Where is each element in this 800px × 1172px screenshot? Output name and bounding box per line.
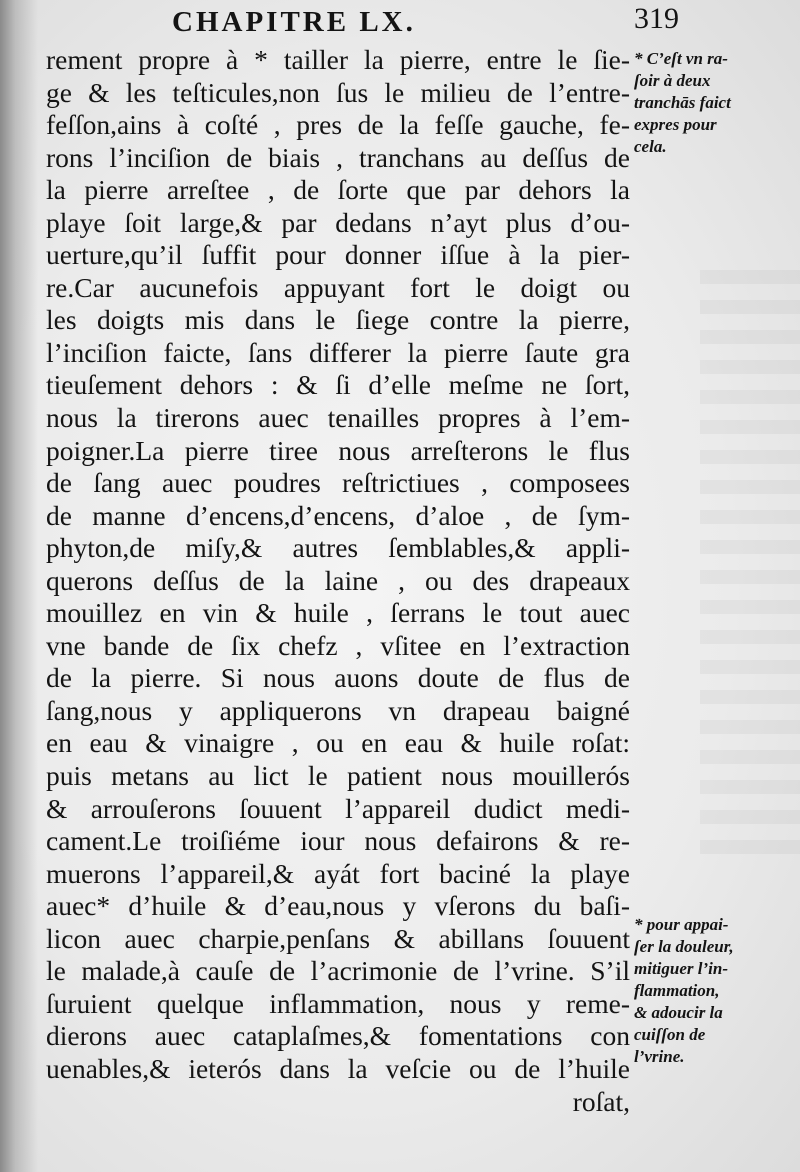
- text-line: feſſon,ains à coſté , pres de la feſſe gauche, fe-: [46, 109, 630, 141]
- text-line: ſang,nous y appliquerons vn drapeau baigné: [46, 694, 630, 726]
- text-line: querons deſſus de la laine , ou des drapeaux: [46, 564, 630, 596]
- text-line: de la pierre. Si nous auons doute de flus de: [46, 662, 630, 694]
- text-line: l’inciſion faicte, ſans differer la pierre ſaute gra: [46, 336, 630, 368]
- text-line: rons l’inciſion de biais , tranchans au deſſus de: [46, 141, 630, 173]
- catchword: roſat,: [572, 1085, 630, 1117]
- running-title: CHAPITRE LX.: [172, 6, 416, 38]
- text-line: licon auec charpie,penſans & abillans ſouuent: [46, 922, 630, 954]
- text-line: en eau & vinaigre , ou en eau & huile roſat:: [46, 727, 630, 759]
- text-line: cament.Le troiſiéme iour nous defairons & re-: [46, 825, 630, 857]
- text-line: uerture,qu’il ſuffit pour donner iſſue à la pier-: [46, 239, 630, 271]
- marginal-note-line: & adoucir la: [634, 1003, 723, 1022]
- text-line: les doigts mis dans le ſiege contre la pierre,: [46, 304, 630, 336]
- text-line: le malade,à cauſe de l’acrimonie de l’vrine. S’il: [46, 955, 630, 987]
- text-line: dierons auec cataplaſmes,& fomentations con: [46, 1020, 630, 1052]
- text-line: auec* d’huile & d’eau,nous y vſerons du baſi-: [46, 890, 630, 922]
- text-line: phyton,de miſy,& autres ſemblables,& appli-: [46, 532, 630, 564]
- text-line: nous la tirerons auec tenailles propres à l’em-: [46, 402, 630, 434]
- text-line: tieuſement dehors : & ſi d’elle meſme ne ſort,: [46, 369, 630, 401]
- text-line: ſuruient quelque inflammation, nous y reme-: [46, 987, 630, 1019]
- main-text: [46, 44, 630, 1118]
- page-number: 319: [634, 2, 679, 35]
- marginal-note-line: cela.: [634, 137, 667, 156]
- marginal-note-line: * pour appai-: [634, 915, 729, 934]
- marginal-note-line: tranchās faict: [634, 93, 731, 112]
- marginal-note-line: l’vrine.: [634, 1047, 685, 1066]
- show-through-bleed: [700, 270, 800, 870]
- text-line: mouillez en vin & huile , ſerrans le tout auec: [46, 597, 630, 629]
- text-line: rement propre à * tailler la pierre, entre le ſie-: [46, 44, 630, 75]
- text-line: la pierre arreſtee , de ſorte que par dehors la: [46, 174, 630, 206]
- text-line: vne bande de ſix chefz , vſitee en l’extraction: [46, 629, 630, 661]
- text-line: de manne d’encens,d’encens, d’aloe , de ſym-: [46, 499, 630, 531]
- text-line: poigner.La pierre tiree nous arreſterons le flus: [46, 434, 630, 466]
- text-line: puis metans au lict le patient nous mouillerós: [46, 760, 630, 792]
- text-line: muerons l’appareil,& ayát fort baciné la playe: [46, 857, 630, 889]
- text-line: re.Car aucunefois appuyant fort le doigt ou: [46, 271, 630, 303]
- text-line: ge & les teſticules,non ſus le milieu de l’entre-: [46, 76, 630, 108]
- marginal-note-line: ſoir à deux: [634, 71, 711, 90]
- marginal-note-pain: [634, 914, 796, 1068]
- text-line: & arrouſerons ſouuent l’appareil dudict medi-: [46, 792, 630, 824]
- marginal-note-line: flammation,: [634, 981, 720, 1000]
- marginal-note-line: ſer la douleur,: [634, 937, 734, 956]
- gutter-shadow: [0, 0, 38, 1172]
- marginal-note-line: expres pour: [634, 115, 717, 134]
- marginal-note-line: cuiſſon de: [634, 1025, 706, 1044]
- text-line: de ſang auec poudres reſtrictiues , composees: [46, 467, 630, 499]
- text-line: playe ſoit large,& par dedans n’ayt plus d’ou-: [46, 206, 630, 238]
- marginal-note-line: mitiguer l’in-: [634, 959, 728, 978]
- text-line: uenables,& ieterós dans la veſcie ou de l’huile: [46, 1052, 630, 1084]
- marginal-note-line: * C’eſt vn ra-: [634, 49, 728, 68]
- marginal-note-razor: [634, 48, 796, 158]
